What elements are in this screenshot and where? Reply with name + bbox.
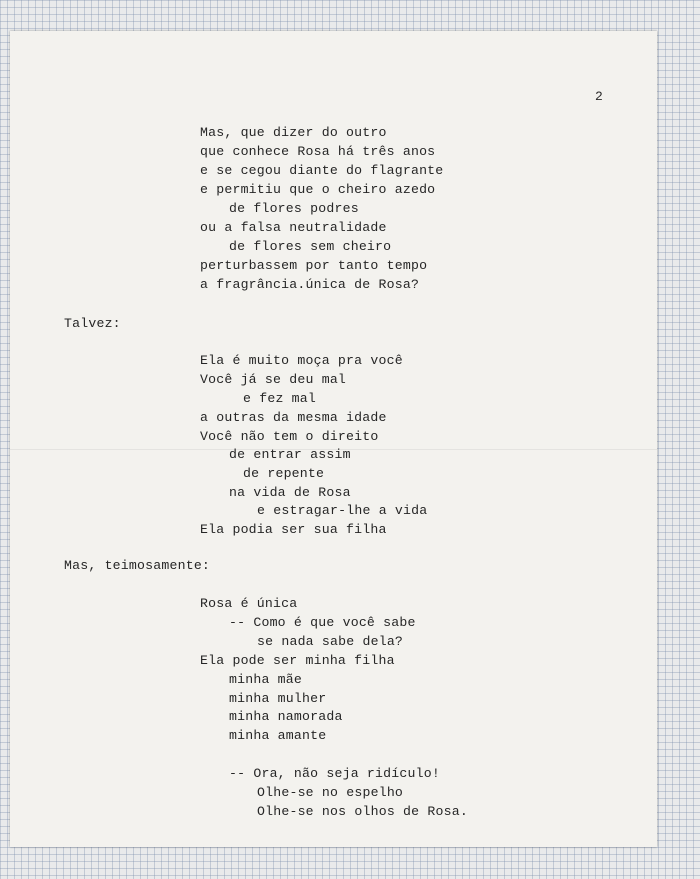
poem-line: Mas, que dizer do outro bbox=[200, 125, 387, 140]
poem-line: de flores sem cheiro bbox=[229, 239, 392, 254]
poem-line: de flores podres bbox=[229, 201, 359, 216]
poem-line: na vida de Rosa bbox=[229, 485, 351, 500]
poem-line: a outras da mesma idade bbox=[200, 410, 387, 425]
poem-line: Ela podia ser sua filha bbox=[200, 522, 387, 537]
poem-line: perturbassem por tanto tempo bbox=[200, 258, 428, 273]
poem-line: e se cegou diante do flagrante bbox=[200, 163, 444, 178]
poem-line: minha amante bbox=[229, 728, 327, 743]
poem-line: Ela é muito moça pra você bbox=[200, 353, 403, 368]
poem-line: Rosa é única bbox=[200, 596, 298, 611]
section-label: Talvez: bbox=[64, 316, 121, 331]
poem-line: -- Como é que você sabe bbox=[229, 615, 416, 630]
poem-line: Olhe-se no espelho bbox=[257, 785, 404, 800]
poem-line: Ela pode ser minha filha bbox=[200, 653, 395, 668]
poem-line: minha mãe bbox=[229, 672, 303, 687]
section-label: Mas, teimosamente: bbox=[64, 558, 211, 573]
typewritten-page bbox=[10, 31, 657, 847]
poem-line: Você já se deu mal bbox=[200, 372, 347, 387]
page-number: 2 bbox=[595, 89, 603, 104]
poem-line: que conhece Rosa há três anos bbox=[200, 144, 436, 159]
poem-line: Olhe-se nos olhos de Rosa. bbox=[257, 804, 468, 819]
poem-line: de repente bbox=[243, 466, 325, 481]
poem-line: -- Ora, não seja ridículo! bbox=[229, 766, 440, 781]
poem-line: minha namorada bbox=[229, 709, 343, 724]
poem-line: se nada sabe dela? bbox=[257, 634, 404, 649]
poem-line: Você não tem o direito bbox=[200, 429, 379, 444]
poem-line: e fez mal bbox=[243, 391, 317, 406]
poem-line: a fragrância.única de Rosa? bbox=[200, 277, 420, 292]
poem-line: ou a falsa neutralidade bbox=[200, 220, 387, 235]
poem-line: e permitiu que o cheiro azedo bbox=[200, 182, 436, 197]
poem-line: de entrar assim bbox=[229, 447, 351, 462]
poem-line: minha mulher bbox=[229, 691, 327, 706]
poem-line: e estragar-lhe a vida bbox=[257, 503, 428, 518]
